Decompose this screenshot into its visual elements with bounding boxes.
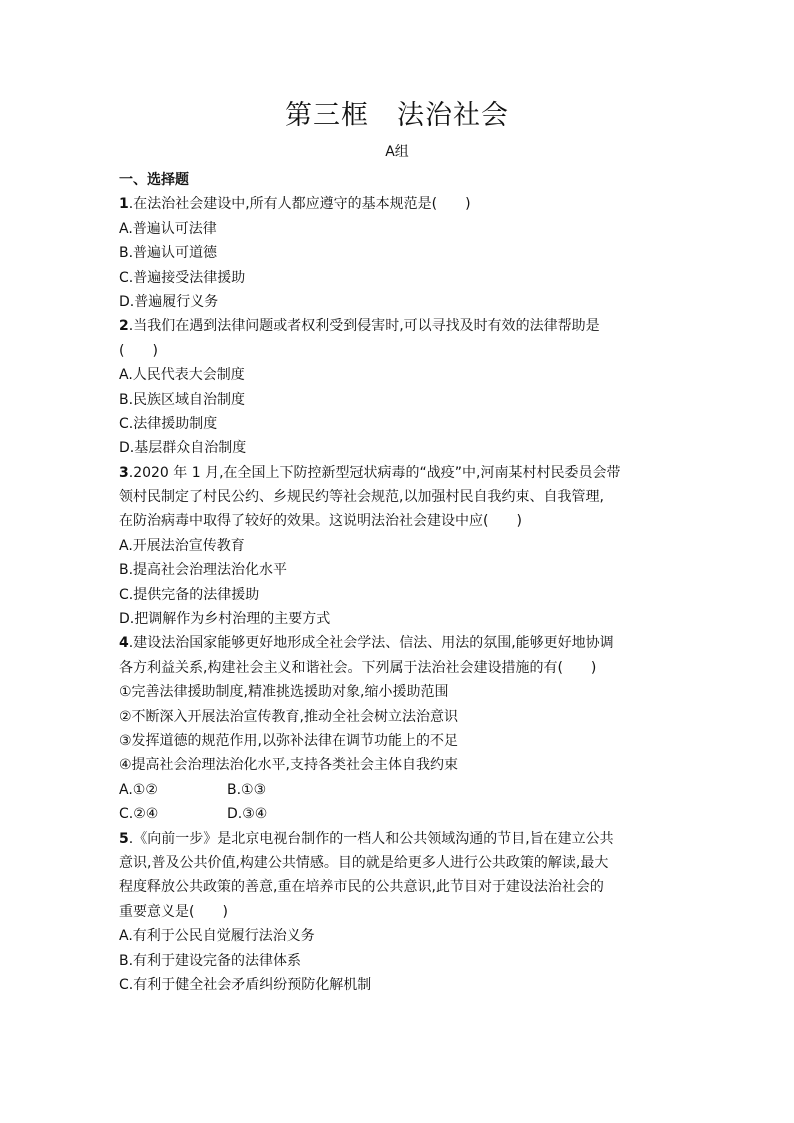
question-1-option-b: B.普遍认可道德 <box>119 245 218 262</box>
question-2-option-a: A.人民代表大会制度 <box>119 367 245 384</box>
question-1-stem: 1.在法治社会建设中,所有人都应遵守的基本规范是( ) <box>119 196 471 213</box>
question-number: 3 <box>119 464 129 481</box>
question-3-stem: 3.2020 年 1 月,在全国上下防控新型冠状病毒的“战疫”中,河南某村村民委员会带 <box>119 464 621 481</box>
question-1-option-d: D.普遍履行义务 <box>119 293 219 310</box>
question-4-stem-cont: 各方利益关系,构建社会主义和谐社会。下列属于法治社会建设措施的有( ) <box>119 659 597 676</box>
page-title: 第三框 法治社会 <box>285 100 509 131</box>
question-5-stem: 5.《向前一步》是北京电视台制作的一档人和公共领域沟通的节目,旨在建立公共 <box>119 830 614 847</box>
question-3-option-c: C.提供完备的法律援助 <box>119 586 260 603</box>
question-2-option-c: C.法律援助制度 <box>119 415 218 432</box>
question-5-option-c: C.有利于健全社会矛盾纠纷预防化解机制 <box>119 976 372 993</box>
question-text: 在法治社会建设中,所有人都应遵守的基本规范是( ) <box>133 196 471 213</box>
question-4-option-c: C.②④ <box>119 806 159 823</box>
question-1-option-a: A.普遍认可法律 <box>119 220 217 237</box>
question-4-statement-4: ④提高社会治理法治化水平,支持各类社会主体自我约束 <box>119 757 458 774</box>
question-4-option-row <box>119 802 679 826</box>
question-text: 2020 年 1 月,在全国上下防控新型冠状病毒的“战疫”中,河南某村村民委员会带 <box>133 464 621 481</box>
question-3-option-d: D.把调解作为乡村治理的主要方式 <box>119 611 331 628</box>
question-3-option-b: B.提高社会治理法治化水平 <box>119 562 288 579</box>
question-text: 《向前一步》是北京电视台制作的一档人和公共领域沟通的节目,旨在建立公共 <box>133 830 614 847</box>
question-number: 1 <box>119 196 129 213</box>
question-4-option-row <box>119 778 679 802</box>
question-5-stem-cont: 程度释放公共政策的善意,重在培养市民的公共意识,此节目对于建设法治社会的 <box>119 879 604 896</box>
question-2-stem-cont: ( ) <box>119 342 158 359</box>
question-number: 4 <box>119 635 129 652</box>
question-4-option-a: A.①② <box>119 781 158 798</box>
question-5-option-a: A.有利于公民自觉履行法治义务 <box>119 928 315 945</box>
question-5-option-b: B.有利于建设完备的法律体系 <box>119 952 302 969</box>
question-5-stem-cont: 意识,普及公共价值,构建公共情感。目的就是给更多人进行公共政策的解读,最大 <box>119 854 609 871</box>
question-2-stem: 2.当我们在遇到法律问题或者权利受到侵害时,可以寻找及时有效的法律帮助是 <box>119 318 600 335</box>
question-number: 5 <box>119 830 129 847</box>
question-4-option-b: B.①③ <box>227 781 267 798</box>
question-text: 当我们在遇到法律问题或者权利受到侵害时,可以寻找及时有效的法律帮助是 <box>133 318 600 335</box>
question-3-stem-cont: 领村民制定了村民公约、乡规民约等社会规范,以加强村民自我约束、自我管理, <box>119 489 604 506</box>
question-4-stem: 4.建设法治国家能够更好地形成全社会学法、信法、用法的氛围,能够更好地协调 <box>119 635 614 652</box>
question-4-option-d: D.③④ <box>227 806 268 823</box>
question-4-statement-2: ②不断深入开展法治宣传教育,推动全社会树立法治意识 <box>119 708 458 725</box>
question-5-stem-cont: 重要意义是( ) <box>119 903 228 920</box>
question-text: 建设法治国家能够更好地形成全社会学法、信法、用法的氛围,能够更好地协调 <box>133 635 614 652</box>
section-heading: 一、选择题 <box>119 172 189 188</box>
question-1-option-c: C.普遍接受法律援助 <box>119 269 246 286</box>
question-2-option-b: B.民族区域自治制度 <box>119 391 246 408</box>
question-3-option-a: A.开展法治宣传教育 <box>119 537 245 554</box>
question-2-option-d: D.基层群众自治制度 <box>119 440 247 457</box>
question-number: 2 <box>119 318 129 335</box>
question-3-stem-cont: 在防治病毒中取得了较好的效果。这说明法治社会建设中应( ) <box>119 513 522 530</box>
group-label: A组 <box>385 144 409 160</box>
question-list <box>119 168 679 997</box>
question-4-statement-1: ①完善法律援助制度,精准挑选援助对象,缩小援助范围 <box>119 684 449 701</box>
question-4-statement-3: ③发挥道德的规范作用,以弥补法律在调节功能上的不足 <box>119 732 458 749</box>
